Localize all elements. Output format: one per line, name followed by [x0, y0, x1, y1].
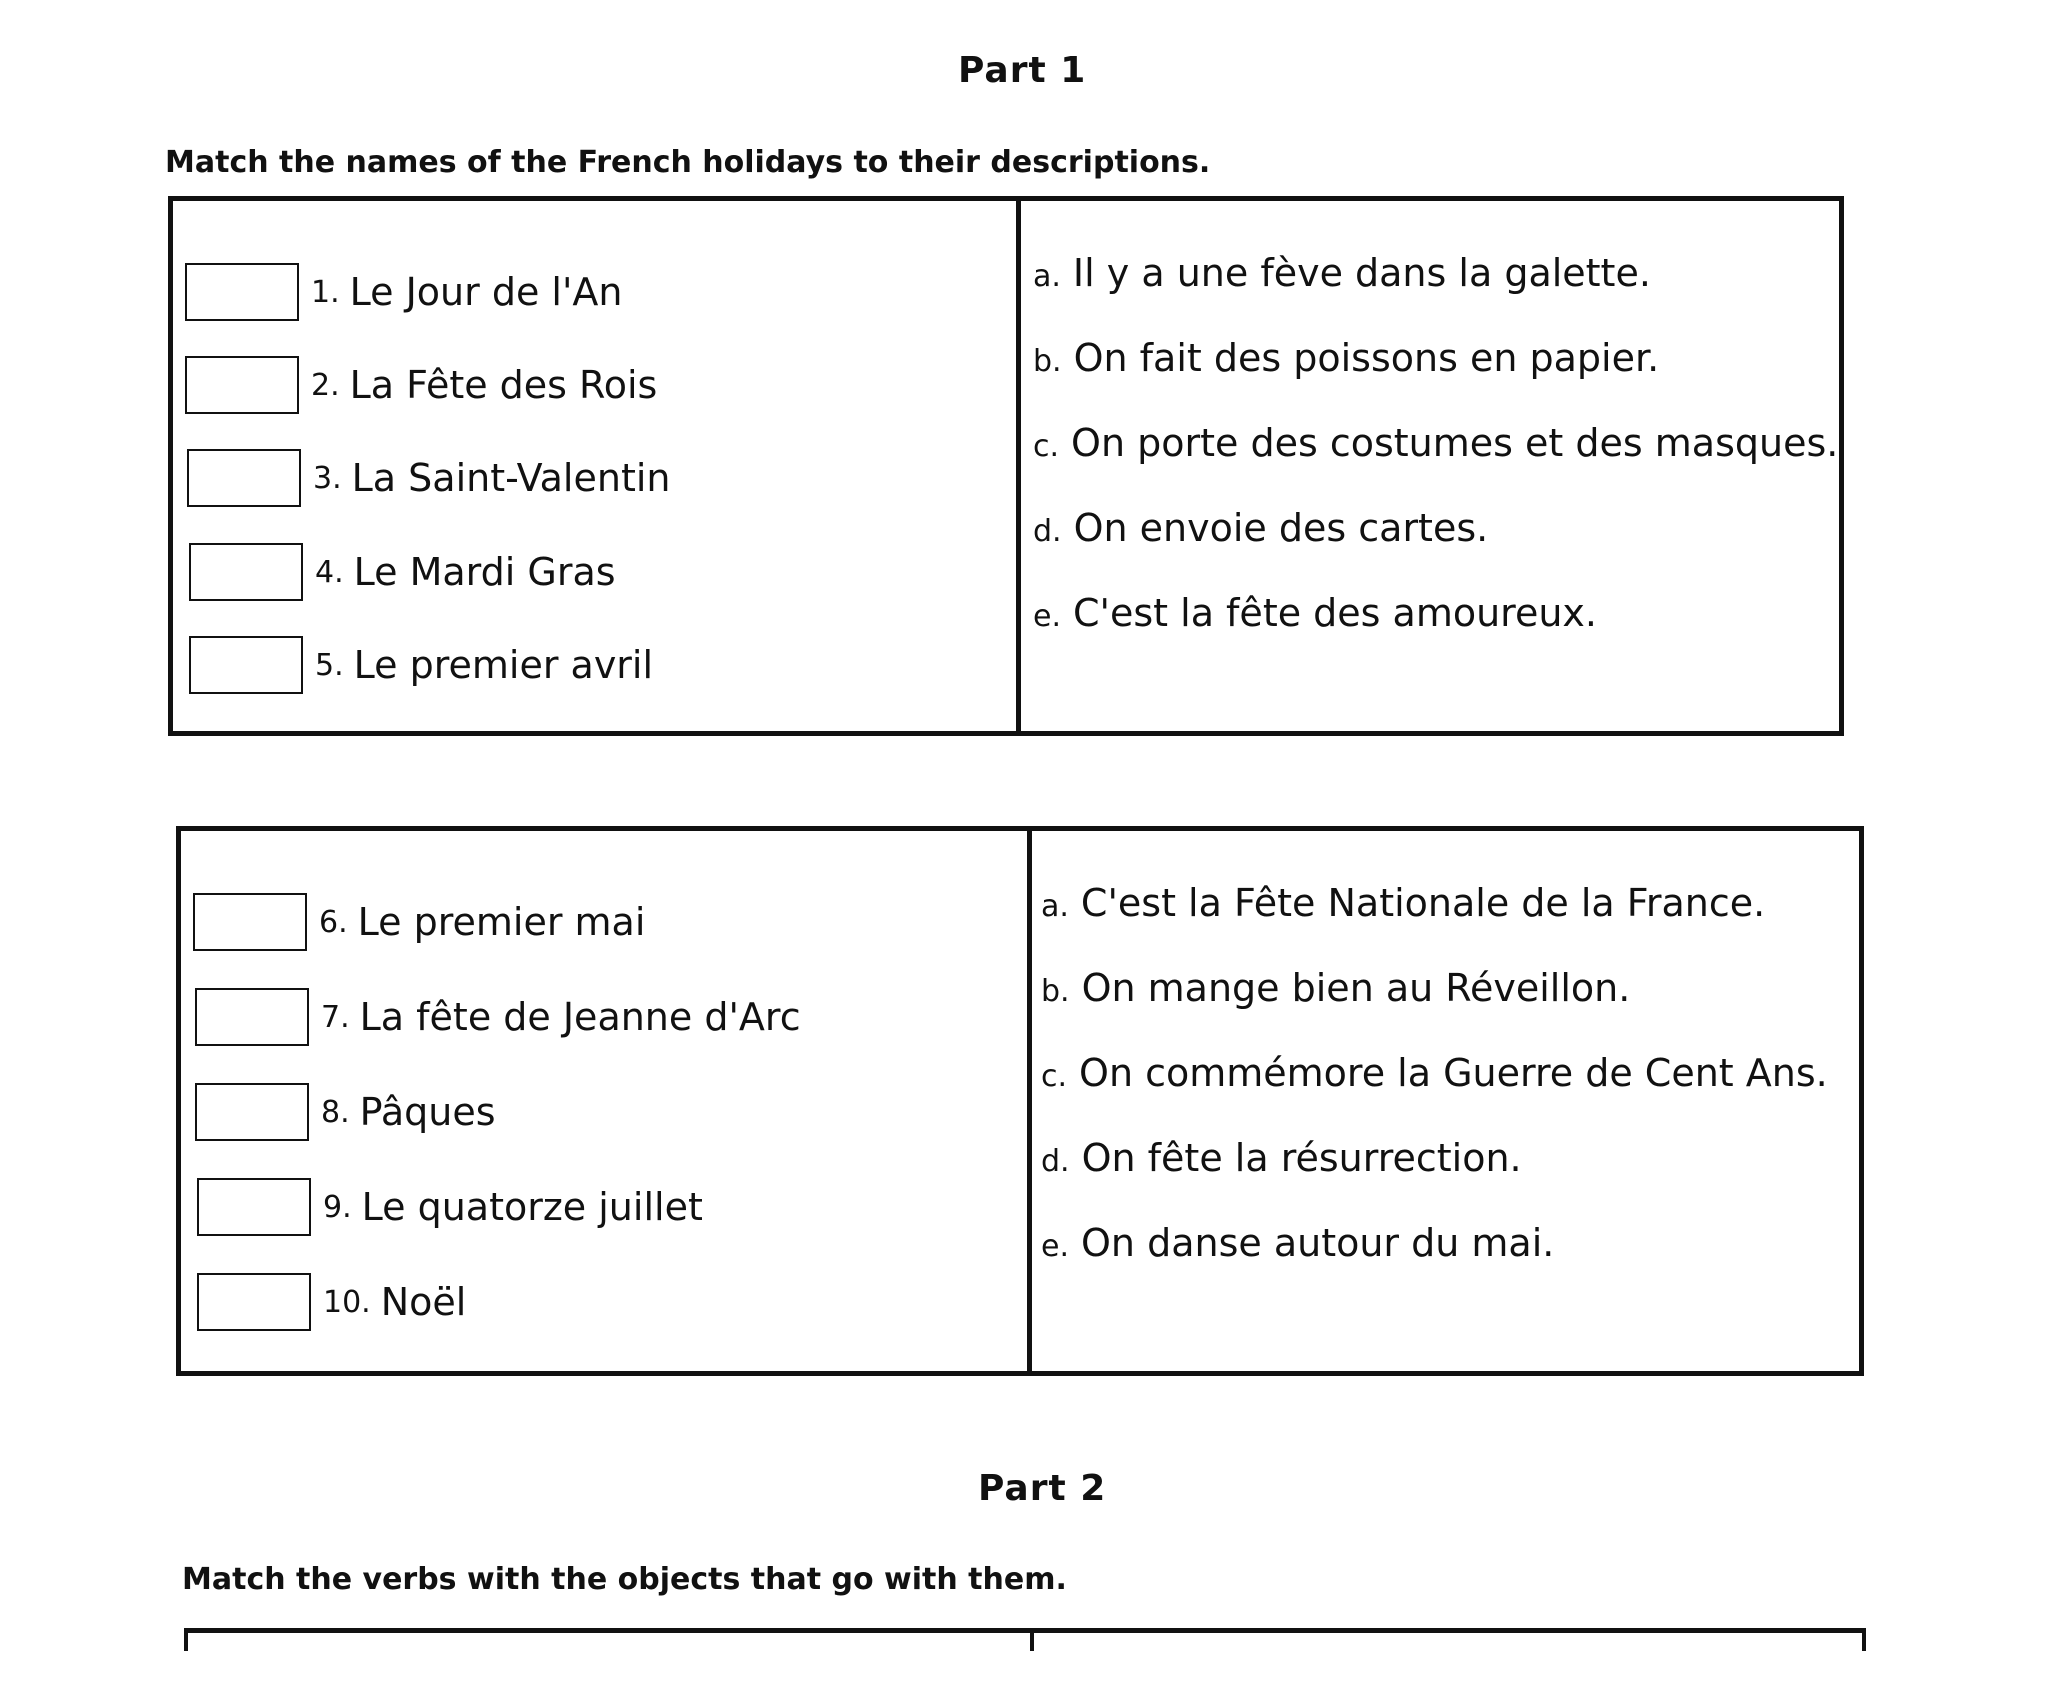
holiday-number: 9.	[323, 1189, 352, 1225]
holiday-item-4	[189, 543, 616, 601]
description-letter: e.	[1041, 1229, 1069, 1264]
description-item-b	[1033, 336, 1659, 380]
description-letter: d.	[1033, 514, 1062, 549]
table3-column-divider	[1030, 1631, 1034, 1651]
answer-box-8[interactable]	[195, 1083, 309, 1141]
holiday-number: 6.	[319, 904, 348, 940]
description-item-a	[1033, 251, 1651, 295]
description-text: On commémore la Guerre de Cent Ans.	[1079, 1051, 1828, 1095]
description-item-e	[1033, 591, 1597, 635]
holiday-name: La fête de Jeanne d'Arc	[359, 995, 801, 1039]
description-letter: c.	[1033, 429, 1060, 464]
description-letter: a.	[1033, 259, 1061, 294]
holiday-number: 4.	[315, 554, 344, 590]
holiday-number: 2.	[311, 367, 340, 403]
holiday-name: Le premier mai	[357, 900, 646, 944]
description-item-d	[1041, 1136, 1522, 1180]
answer-box-9[interactable]	[197, 1178, 311, 1236]
part2-instructions: Match the verbs with the objects that go with them.	[182, 1562, 1067, 1597]
description-text: On mange bien au Réveillon.	[1081, 966, 1631, 1010]
holiday-item-8	[195, 1083, 496, 1141]
holiday-item-9	[197, 1178, 703, 1236]
description-item-b	[1041, 966, 1630, 1010]
holiday-name: Pâques	[359, 1090, 496, 1134]
description-text: Il y a une fève dans la galette.	[1072, 251, 1651, 295]
answer-box-4[interactable]	[189, 543, 303, 601]
holiday-name: Le premier avril	[353, 643, 654, 687]
holiday-item-2	[185, 356, 657, 414]
holiday-number: 5.	[315, 647, 344, 683]
answer-box-10[interactable]	[197, 1273, 311, 1331]
part1-instructions: Match the names of the French holidays to their descriptions.	[165, 145, 1211, 180]
holiday-name: La Fête des Rois	[349, 363, 658, 407]
description-text: C'est la Fête Nationale de la France.	[1080, 881, 1766, 925]
description-text: C'est la fête des amoureux.	[1073, 591, 1598, 635]
description-text: On envoie des cartes.	[1073, 506, 1489, 550]
description-text: On porte des costumes et des masques.	[1071, 421, 1839, 465]
holiday-number: 8.	[321, 1094, 350, 1130]
answer-box-6[interactable]	[193, 893, 307, 951]
holiday-name: La Saint-Valentin	[351, 456, 671, 500]
table3-right-edge	[1862, 1631, 1866, 1651]
holiday-item-5	[189, 636, 653, 694]
description-text: On fait des poissons en papier.	[1073, 336, 1660, 380]
description-item-c	[1041, 1051, 1828, 1095]
holiday-item-7	[195, 988, 801, 1046]
holiday-item-6	[193, 893, 645, 951]
answer-box-1[interactable]	[185, 263, 299, 321]
table2-column-divider	[1027, 831, 1032, 1371]
holiday-number: 10.	[323, 1284, 371, 1320]
matching-table-1	[168, 196, 1844, 736]
table1-column-divider	[1016, 201, 1021, 731]
description-letter: d.	[1041, 1144, 1070, 1179]
description-text: On fête la résurrection.	[1081, 1136, 1522, 1180]
holiday-name: Le quatorze juillet	[361, 1185, 703, 1229]
description-text: On danse autour du mai.	[1081, 1221, 1555, 1265]
holiday-number: 3.	[313, 460, 342, 496]
holiday-item-10	[197, 1273, 466, 1331]
description-letter: e.	[1033, 599, 1061, 634]
description-letter: a.	[1041, 889, 1069, 924]
holiday-item-3	[187, 449, 671, 507]
description-letter: b.	[1041, 974, 1070, 1009]
answer-box-2[interactable]	[185, 356, 299, 414]
holiday-name: Le Jour de l'An	[349, 270, 623, 314]
description-letter: b.	[1033, 344, 1062, 379]
answer-box-5[interactable]	[189, 636, 303, 694]
holiday-name: Noël	[380, 1280, 467, 1324]
part1-title: Part 1	[958, 50, 1087, 91]
answer-box-7[interactable]	[195, 988, 309, 1046]
matching-table-2	[176, 826, 1864, 1376]
description-item-e	[1041, 1221, 1554, 1265]
holiday-name: Le Mardi Gras	[353, 550, 616, 594]
description-item-d	[1033, 506, 1488, 550]
holiday-number: 1.	[311, 274, 340, 310]
holiday-item-1	[185, 263, 623, 321]
description-item-c	[1033, 421, 1838, 465]
description-item-a	[1041, 881, 1765, 925]
part2-title: Part 2	[978, 1468, 1107, 1509]
matching-table-3-top-edge	[184, 1628, 1866, 1673]
holiday-number: 7.	[321, 999, 350, 1035]
table3-left-edge	[184, 1631, 188, 1651]
description-letter: c.	[1041, 1059, 1068, 1094]
answer-box-3[interactable]	[187, 449, 301, 507]
